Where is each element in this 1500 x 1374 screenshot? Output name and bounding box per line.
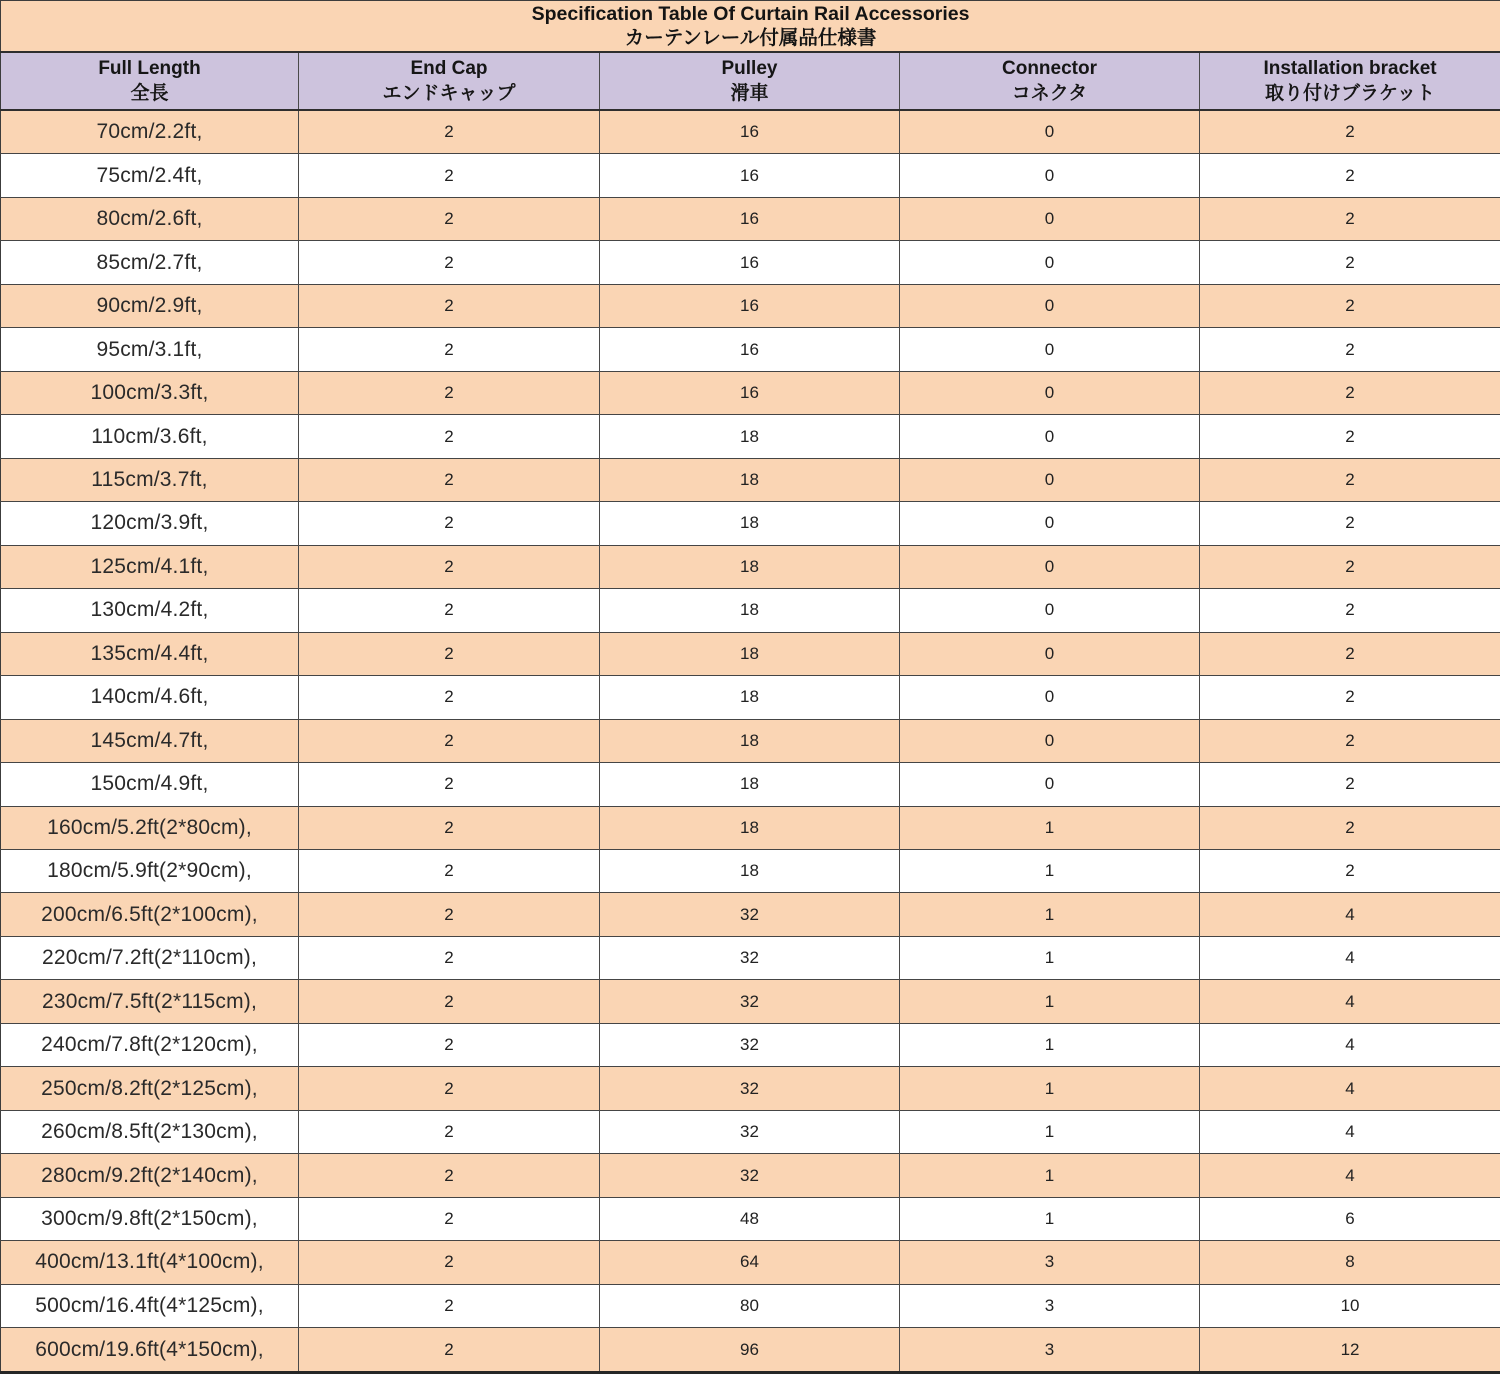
cell-bracket: 2 <box>1200 458 1500 501</box>
column-header-label-en: Installation bracket <box>1263 58 1437 79</box>
table-row <box>1 1241 1500 1284</box>
cell-end-cap: 2 <box>299 154 600 197</box>
cell-end-cap: 2 <box>299 545 600 588</box>
table-row <box>1 328 1500 371</box>
cell-end-cap: 2 <box>299 1067 600 1110</box>
cell-bracket: 4 <box>1200 1154 1500 1197</box>
cell-bracket: 2 <box>1200 545 1500 588</box>
cell-connector: 0 <box>900 154 1200 197</box>
column-header-installation-bracket <box>1200 52 1500 110</box>
cell-bracket: 2 <box>1200 284 1500 327</box>
cell-bracket: 4 <box>1200 936 1500 979</box>
table-row <box>1 1197 1500 1240</box>
cell-bracket: 6 <box>1200 1197 1500 1240</box>
table-row <box>1 980 1500 1023</box>
cell-pulley: 18 <box>600 849 900 892</box>
column-header-full-length <box>1 52 299 110</box>
cell-full-length: 85cm/2.7ft, <box>1 241 299 284</box>
cell-pulley: 18 <box>600 676 900 719</box>
table-title-ja: カーテンレール付属品仕様書 <box>624 27 877 49</box>
column-header-pulley <box>600 52 900 110</box>
cell-end-cap: 2 <box>299 415 600 458</box>
cell-pulley: 18 <box>600 763 900 806</box>
cell-bracket: 8 <box>1200 1241 1500 1284</box>
cell-bracket: 2 <box>1200 197 1500 240</box>
cell-connector: 0 <box>900 371 1200 414</box>
cell-connector: 3 <box>900 1284 1200 1327</box>
cell-connector: 0 <box>900 284 1200 327</box>
cell-full-length: 110cm/3.6ft, <box>1 415 299 458</box>
cell-bracket: 4 <box>1200 1023 1500 1066</box>
cell-connector: 1 <box>900 1154 1200 1197</box>
cell-bracket: 2 <box>1200 719 1500 762</box>
column-header-label-en: End Cap <box>410 58 488 79</box>
column-header-label-en: Full Length <box>98 58 201 79</box>
cell-bracket: 2 <box>1200 241 1500 284</box>
cell-end-cap: 2 <box>299 1154 600 1197</box>
cell-end-cap: 2 <box>299 676 600 719</box>
cell-full-length: 230cm/7.5ft(2*115cm), <box>1 980 299 1023</box>
cell-bracket: 2 <box>1200 589 1500 632</box>
cell-bracket: 2 <box>1200 154 1500 197</box>
column-header-row <box>1 52 1500 110</box>
cell-end-cap: 2 <box>299 893 600 936</box>
table-row <box>1 1023 1500 1066</box>
cell-end-cap: 2 <box>299 632 600 675</box>
column-header-label-ja: コネクタ <box>1011 83 1088 104</box>
cell-end-cap: 2 <box>299 589 600 632</box>
cell-connector: 0 <box>900 197 1200 240</box>
cell-pulley: 18 <box>600 719 900 762</box>
cell-end-cap: 2 <box>299 763 600 806</box>
cell-end-cap: 2 <box>299 1110 600 1153</box>
cell-connector: 3 <box>900 1328 1200 1373</box>
table-row <box>1 241 1500 284</box>
cell-end-cap: 2 <box>299 328 600 371</box>
cell-full-length: 120cm/3.9ft, <box>1 502 299 545</box>
table-row <box>1 806 1500 849</box>
table-row <box>1 936 1500 979</box>
table-row <box>1 763 1500 806</box>
cell-full-length: 135cm/4.4ft, <box>1 632 299 675</box>
table-row <box>1 1328 1500 1373</box>
cell-end-cap: 2 <box>299 1023 600 1066</box>
cell-bracket: 2 <box>1200 110 1500 154</box>
table-row <box>1 1110 1500 1153</box>
table-row <box>1 1067 1500 1110</box>
table-row <box>1 197 1500 240</box>
cell-connector: 0 <box>900 110 1200 154</box>
cell-pulley: 18 <box>600 545 900 588</box>
cell-full-length: 130cm/4.2ft, <box>1 589 299 632</box>
cell-bracket: 2 <box>1200 328 1500 371</box>
cell-connector: 0 <box>900 458 1200 501</box>
cell-bracket: 12 <box>1200 1328 1500 1373</box>
cell-end-cap: 2 <box>299 371 600 414</box>
cell-connector: 1 <box>900 1067 1200 1110</box>
cell-bracket: 2 <box>1200 371 1500 414</box>
cell-end-cap: 2 <box>299 1197 600 1240</box>
table-row <box>1 284 1500 327</box>
cell-pulley: 96 <box>600 1328 900 1373</box>
cell-pulley: 18 <box>600 589 900 632</box>
cell-full-length: 500cm/16.4ft(4*125cm), <box>1 1284 299 1327</box>
cell-pulley: 80 <box>600 1284 900 1327</box>
table-row <box>1 719 1500 762</box>
cell-bracket: 4 <box>1200 1067 1500 1110</box>
table-row <box>1 371 1500 414</box>
cell-pulley: 18 <box>600 502 900 545</box>
cell-connector: 0 <box>900 415 1200 458</box>
table-title-row <box>1 1 1500 53</box>
cell-end-cap: 2 <box>299 502 600 545</box>
column-header-label-ja: 全長 <box>130 83 169 104</box>
cell-pulley: 16 <box>600 241 900 284</box>
table-title-en: Specification Table Of Curtain Rail Accessories <box>531 3 970 25</box>
cell-end-cap: 2 <box>299 980 600 1023</box>
cell-pulley: 32 <box>600 936 900 979</box>
cell-full-length: 75cm/2.4ft, <box>1 154 299 197</box>
cell-pulley: 16 <box>600 110 900 154</box>
cell-connector: 0 <box>900 328 1200 371</box>
cell-full-length: 125cm/4.1ft, <box>1 545 299 588</box>
cell-connector: 1 <box>900 1110 1200 1153</box>
cell-full-length: 160cm/5.2ft(2*80cm), <box>1 806 299 849</box>
cell-pulley: 32 <box>600 1154 900 1197</box>
cell-connector: 0 <box>900 719 1200 762</box>
cell-full-length: 600cm/19.6ft(4*150cm), <box>1 1328 299 1373</box>
cell-pulley: 16 <box>600 154 900 197</box>
table-row <box>1 893 1500 936</box>
cell-connector: 0 <box>900 502 1200 545</box>
cell-bracket: 4 <box>1200 980 1500 1023</box>
cell-pulley: 16 <box>600 197 900 240</box>
cell-full-length: 70cm/2.2ft, <box>1 110 299 154</box>
table-row <box>1 676 1500 719</box>
cell-full-length: 140cm/4.6ft, <box>1 676 299 719</box>
column-header-end-cap <box>299 52 600 110</box>
column-header-connector <box>900 52 1200 110</box>
table-title-cell <box>1 1 1500 53</box>
cell-end-cap: 2 <box>299 936 600 979</box>
column-header-label-en: Connector <box>1002 58 1097 79</box>
cell-bracket: 4 <box>1200 893 1500 936</box>
cell-full-length: 145cm/4.7ft, <box>1 719 299 762</box>
cell-pulley: 32 <box>600 1067 900 1110</box>
cell-pulley: 48 <box>600 1197 900 1240</box>
cell-bracket: 2 <box>1200 632 1500 675</box>
table-row <box>1 545 1500 588</box>
table-row <box>1 849 1500 892</box>
table-row <box>1 458 1500 501</box>
cell-full-length: 95cm/3.1ft, <box>1 328 299 371</box>
cell-full-length: 150cm/4.9ft, <box>1 763 299 806</box>
cell-end-cap: 2 <box>299 1284 600 1327</box>
cell-end-cap: 2 <box>299 806 600 849</box>
table-row <box>1 154 1500 197</box>
cell-connector: 0 <box>900 589 1200 632</box>
cell-pulley: 18 <box>600 806 900 849</box>
cell-pulley: 64 <box>600 1241 900 1284</box>
cell-full-length: 250cm/8.2ft(2*125cm), <box>1 1067 299 1110</box>
column-header-label-ja: 滑車 <box>730 83 769 104</box>
cell-pulley: 16 <box>600 328 900 371</box>
cell-connector: 0 <box>900 763 1200 806</box>
column-header-label-en: Pulley <box>721 58 778 79</box>
cell-full-length: 220cm/7.2ft(2*110cm), <box>1 936 299 979</box>
cell-connector: 0 <box>900 545 1200 588</box>
cell-connector: 1 <box>900 806 1200 849</box>
cell-bracket: 2 <box>1200 849 1500 892</box>
cell-full-length: 200cm/6.5ft(2*100cm), <box>1 893 299 936</box>
cell-full-length: 280cm/9.2ft(2*140cm), <box>1 1154 299 1197</box>
table-row <box>1 110 1500 154</box>
column-header-label-ja: 取り付けブラケット <box>1265 83 1436 104</box>
table-row <box>1 632 1500 675</box>
cell-pulley: 32 <box>600 1023 900 1066</box>
cell-end-cap: 2 <box>299 1328 600 1373</box>
table-row <box>1 1284 1500 1327</box>
column-header-label-ja: エンドキャップ <box>382 83 516 104</box>
cell-bracket: 2 <box>1200 806 1500 849</box>
cell-bracket: 2 <box>1200 763 1500 806</box>
table-row <box>1 502 1500 545</box>
cell-full-length: 260cm/8.5ft(2*130cm), <box>1 1110 299 1153</box>
cell-full-length: 300cm/9.8ft(2*150cm), <box>1 1197 299 1240</box>
cell-connector: 0 <box>900 676 1200 719</box>
cell-pulley: 18 <box>600 458 900 501</box>
cell-pulley: 16 <box>600 371 900 414</box>
cell-pulley: 18 <box>600 632 900 675</box>
cell-pulley: 32 <box>600 893 900 936</box>
cell-bracket: 2 <box>1200 502 1500 545</box>
cell-end-cap: 2 <box>299 849 600 892</box>
table-row <box>1 589 1500 632</box>
cell-end-cap: 2 <box>299 197 600 240</box>
cell-full-length: 80cm/2.6ft, <box>1 197 299 240</box>
cell-pulley: 32 <box>600 980 900 1023</box>
cell-pulley: 16 <box>600 284 900 327</box>
cell-end-cap: 2 <box>299 719 600 762</box>
cell-pulley: 32 <box>600 1110 900 1153</box>
table-row <box>1 1154 1500 1197</box>
cell-connector: 1 <box>900 893 1200 936</box>
cell-bracket: 2 <box>1200 676 1500 719</box>
cell-full-length: 400cm/13.1ft(4*100cm), <box>1 1241 299 1284</box>
cell-connector: 0 <box>900 632 1200 675</box>
cell-connector: 1 <box>900 980 1200 1023</box>
cell-connector: 0 <box>900 241 1200 284</box>
cell-full-length: 90cm/2.9ft, <box>1 284 299 327</box>
cell-full-length: 100cm/3.3ft, <box>1 371 299 414</box>
cell-pulley: 18 <box>600 415 900 458</box>
cell-bracket: 4 <box>1200 1110 1500 1153</box>
cell-full-length: 180cm/5.9ft(2*90cm), <box>1 849 299 892</box>
table-row <box>1 415 1500 458</box>
table-body <box>1 110 1500 1373</box>
cell-bracket: 2 <box>1200 415 1500 458</box>
cell-end-cap: 2 <box>299 284 600 327</box>
cell-connector: 3 <box>900 1241 1200 1284</box>
cell-full-length: 115cm/3.7ft, <box>1 458 299 501</box>
cell-connector: 1 <box>900 1023 1200 1066</box>
cell-end-cap: 2 <box>299 458 600 501</box>
cell-connector: 1 <box>900 849 1200 892</box>
cell-bracket: 10 <box>1200 1284 1500 1327</box>
cell-full-length: 240cm/7.8ft(2*120cm), <box>1 1023 299 1066</box>
cell-end-cap: 2 <box>299 241 600 284</box>
cell-end-cap: 2 <box>299 1241 600 1284</box>
cell-connector: 1 <box>900 936 1200 979</box>
cell-end-cap: 2 <box>299 110 600 154</box>
cell-connector: 1 <box>900 1197 1200 1240</box>
